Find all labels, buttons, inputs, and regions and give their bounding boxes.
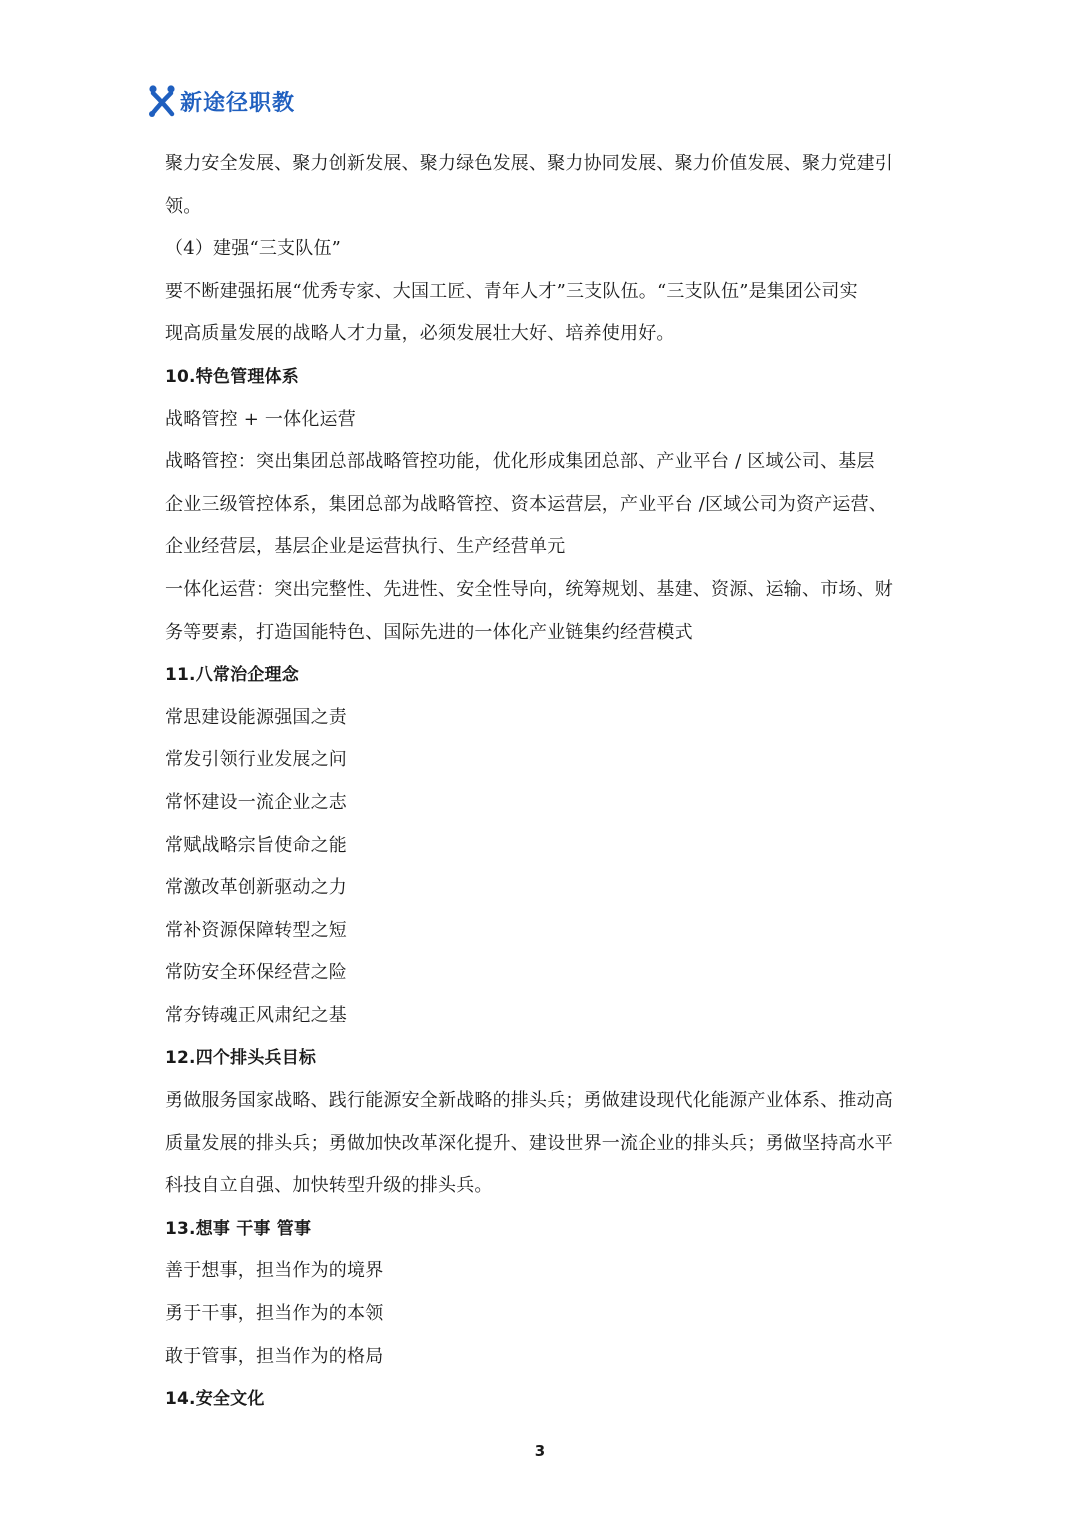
body-text-line: 常补资源保障转型之短 (165, 919, 347, 941)
body-text-line: 战略管控 + 一体化运营 (165, 408, 356, 430)
brand-name: 新途径职教 (180, 90, 296, 116)
body-text-line: 现高质量发展的战略人才力量，必须发展壮大好、培养使用好。 (165, 323, 675, 345)
body-text-line: 一体化运营：突出完整性、先进性、安全性导向，统筹规划、基建、资源、运输、市场、财 (165, 578, 893, 600)
body-text-line: 战略管控：突出集团总部战略管控功能，优化形成集团总部、产业平台 / 区域公司、基层 (165, 451, 875, 473)
section-heading: 10.特色管理体系 (165, 366, 299, 387)
body-text-line: 勇于干事，担当作为的本领 (165, 1303, 384, 1325)
body-text-line: 常赋战略宗旨使命之能 (165, 834, 347, 856)
x-figure-logo-icon (148, 84, 176, 118)
body-text-line: 务等要素，打造国能特色、国际先进的一体化产业链集约经营模式 (165, 621, 693, 643)
section-heading: 11.八常治企理念 (165, 665, 299, 686)
body-text-line: 常怀建设一流企业之志 (165, 791, 347, 813)
section-heading: 14.安全文化 (165, 1389, 265, 1410)
body-text-line: 质量发展的排头兵；勇做加快改革深化提升、建设世界一流企业的排头兵；勇做坚持高水平 (165, 1132, 893, 1154)
body-text-line: 善于想事，担当作为的境界 (165, 1260, 384, 1282)
body-text-line: 常思建设能源强国之责 (165, 706, 347, 728)
body-text-line: 企业经营层，基层企业是运营执行、生产经营单元 (165, 536, 566, 558)
section-heading: 12.四个排头兵目标 (165, 1048, 317, 1069)
body-text-line: 勇做服务国家战略、践行能源安全新战略的排头兵；勇做建设现代化能源产业体系、推动高 (165, 1090, 893, 1112)
section-heading: 13.想事 干事 管事 (165, 1218, 312, 1239)
body-text-line: （4）建强“三支队伍” (165, 238, 342, 260)
document-body (165, 143, 925, 1421)
page-number: 3 (534, 1442, 546, 1460)
body-text-line: 常激改革创新驱动之力 (165, 877, 347, 899)
body-text-line: 常防安全环保经营之险 (165, 962, 347, 984)
body-text-line: 科技自立自强、加快转型升级的排头兵。 (165, 1175, 493, 1197)
body-text-line: 要不断建强拓展“优秀专家、大国工匠、青年人才”三支队伍。“三支队伍”是集团公司实 (165, 280, 858, 302)
body-text-line: 领。 (165, 195, 202, 217)
page-header (148, 84, 295, 118)
body-text-line: 常发引领行业发展之问 (165, 749, 347, 771)
body-text-line: 聚力安全发展、聚力创新发展、聚力绿色发展、聚力协同发展、聚力价值发展、聚力党建引 (165, 153, 893, 174)
body-text-line: 敢于管事，担当作为的格局 (165, 1345, 384, 1367)
body-text-line: 常夯铸魂正风肃纪之基 (165, 1004, 347, 1026)
body-text-line: 企业三级管控体系，集团总部为战略管控、资本运营层，产业平台 /区域公司为资产运营、 (165, 493, 887, 515)
